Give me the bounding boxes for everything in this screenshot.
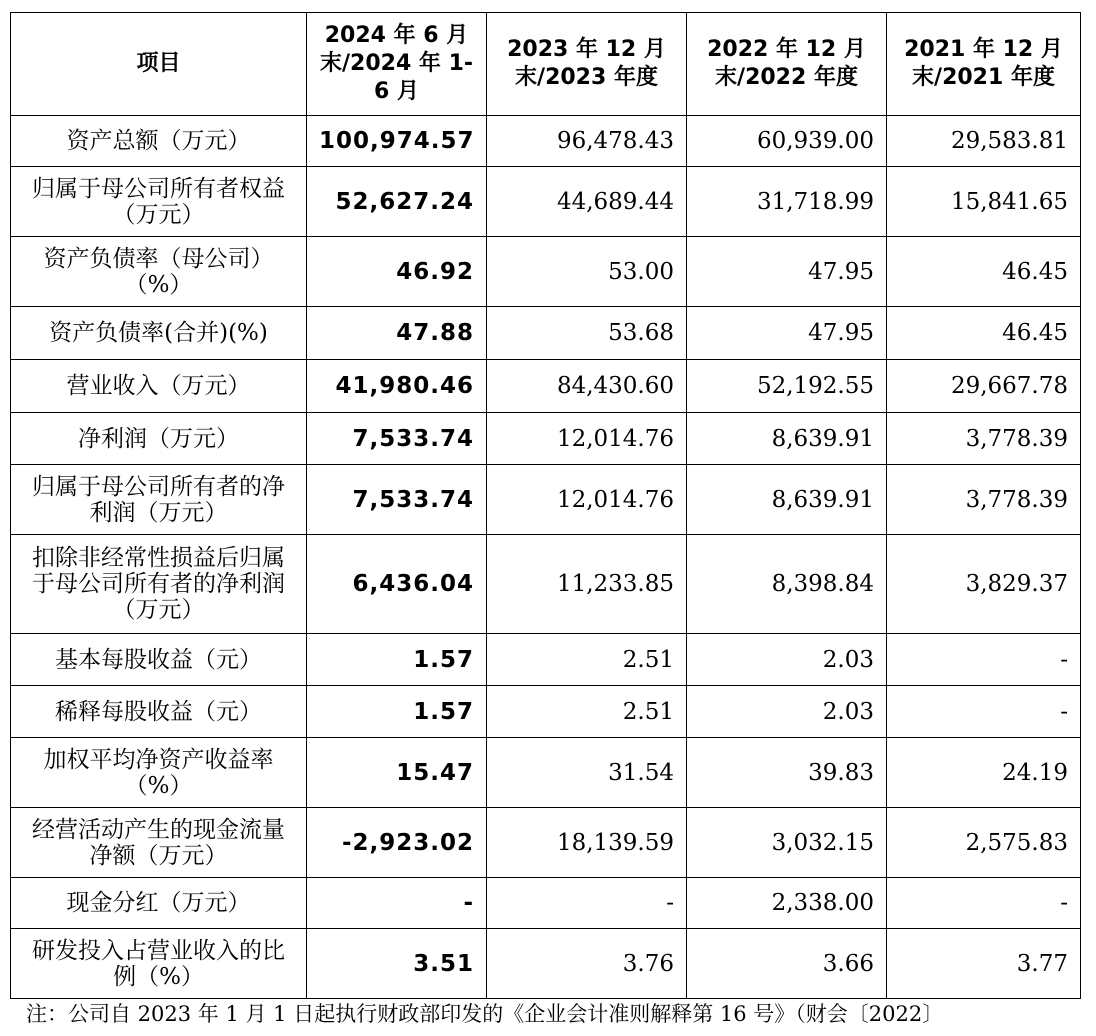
value-2022: 2.03	[687, 686, 887, 738]
value-2024: 1.57	[307, 634, 487, 686]
value-2023: 11,233.85	[487, 535, 687, 634]
value-2024: 7,533.74	[307, 465, 487, 535]
row-label: 研发投入占营业收入的比例（%）	[11, 929, 307, 999]
table-row	[11, 929, 1081, 999]
value-2022: 39.83	[687, 738, 887, 808]
table-row	[11, 465, 1081, 535]
value-2024: 1.57	[307, 686, 487, 738]
value-2024: -	[307, 878, 487, 929]
value-2021: 3,778.39	[887, 413, 1081, 465]
header-2022: 2022 年 12 月末/2022 年度	[687, 13, 887, 116]
header-2024: 2024 年 6 月末/2024 年 1-6 月	[307, 13, 487, 116]
row-label: 资产总额（万元）	[11, 116, 307, 167]
row-label: 净利润（万元）	[11, 413, 307, 465]
header-item: 项目	[11, 13, 307, 116]
value-2021: 29,583.81	[887, 116, 1081, 167]
row-label: 现金分红（万元）	[11, 878, 307, 929]
value-2024: 7,533.74	[307, 413, 487, 465]
value-2021: -	[887, 878, 1081, 929]
value-2021: 15,841.65	[887, 167, 1081, 237]
value-2023: 3.76	[487, 929, 687, 999]
value-2021: -	[887, 634, 1081, 686]
value-2023: 84,430.60	[487, 360, 687, 413]
value-2023: 2.51	[487, 686, 687, 738]
value-2022: 3,032.15	[687, 808, 887, 878]
value-2022: 8,639.91	[687, 465, 887, 535]
row-label: 归属于母公司所有者权益（万元）	[11, 167, 307, 237]
header-2023: 2023 年 12 月末/2023 年度	[487, 13, 687, 116]
value-2024: 3.51	[307, 929, 487, 999]
table-row	[11, 634, 1081, 686]
table-row	[11, 738, 1081, 808]
value-2023: 12,014.76	[487, 413, 687, 465]
value-2024: 46.92	[307, 237, 487, 307]
value-2022: 8,639.91	[687, 413, 887, 465]
value-2024: 100,974.57	[307, 116, 487, 167]
value-2022: 52,192.55	[687, 360, 887, 413]
value-2022: 2,338.00	[687, 878, 887, 929]
value-2023: 12,014.76	[487, 465, 687, 535]
value-2021: 2,575.83	[887, 808, 1081, 878]
value-2021: 3,778.39	[887, 465, 1081, 535]
row-label: 归属于母公司所有者的净利润（万元）	[11, 465, 307, 535]
value-2021: 24.19	[887, 738, 1081, 808]
table-row	[11, 307, 1081, 360]
value-2024: -2,923.02	[307, 808, 487, 878]
value-2022: 3.66	[687, 929, 887, 999]
value-2022: 8,398.84	[687, 535, 887, 634]
value-2023: 44,689.44	[487, 167, 687, 237]
table-row	[11, 360, 1081, 413]
value-2024: 47.88	[307, 307, 487, 360]
value-2021: 3,829.37	[887, 535, 1081, 634]
header-2021: 2021 年 12 月末/2021 年度	[887, 13, 1081, 116]
table-row	[11, 116, 1081, 167]
value-2022: 60,939.00	[687, 116, 887, 167]
table-header-row	[11, 13, 1081, 116]
value-2021: 46.45	[887, 237, 1081, 307]
value-2024: 6,436.04	[307, 535, 487, 634]
value-2024: 15.47	[307, 738, 487, 808]
row-label: 基本每股收益（元）	[11, 634, 307, 686]
row-label: 资产负债率（母公司）（%）	[11, 237, 307, 307]
table-row	[11, 878, 1081, 929]
table-row	[11, 237, 1081, 307]
row-label: 扣除非经常性损益后归属于母公司所有者的净利润（万元）	[11, 535, 307, 634]
value-2021: -	[887, 686, 1081, 738]
value-2022: 47.95	[687, 237, 887, 307]
table-row	[11, 535, 1081, 634]
row-label: 营业收入（万元）	[11, 360, 307, 413]
value-2022: 47.95	[687, 307, 887, 360]
table-row	[11, 167, 1081, 237]
value-2023: 31.54	[487, 738, 687, 808]
value-2023: -	[487, 878, 687, 929]
table-row	[11, 686, 1081, 738]
financial-summary-table	[10, 12, 1081, 999]
value-2021: 46.45	[887, 307, 1081, 360]
table-row	[11, 808, 1081, 878]
value-2023: 2.51	[487, 634, 687, 686]
value-2023: 18,139.59	[487, 808, 687, 878]
value-2023: 53.00	[487, 237, 687, 307]
row-label: 经营活动产生的现金流量净额（万元）	[11, 808, 307, 878]
row-label: 加权平均净资产收益率（%）	[11, 738, 307, 808]
value-2024: 52,627.24	[307, 167, 487, 237]
value-2021: 29,667.78	[887, 360, 1081, 413]
footnote: 注：公司自 2023 年 1 月 1 日起执行财政部印发的《企业会计准则解释第 16 号》（财会〔2022〕	[26, 1002, 944, 1026]
value-2022: 31,718.99	[687, 167, 887, 237]
row-label: 资产负债率(合并)(%)	[11, 307, 307, 360]
value-2023: 96,478.43	[487, 116, 687, 167]
value-2023: 53.68	[487, 307, 687, 360]
value-2022: 2.03	[687, 634, 887, 686]
row-label: 稀释每股收益（元）	[11, 686, 307, 738]
value-2021: 3.77	[887, 929, 1081, 999]
table-row	[11, 413, 1081, 465]
value-2024: 41,980.46	[307, 360, 487, 413]
